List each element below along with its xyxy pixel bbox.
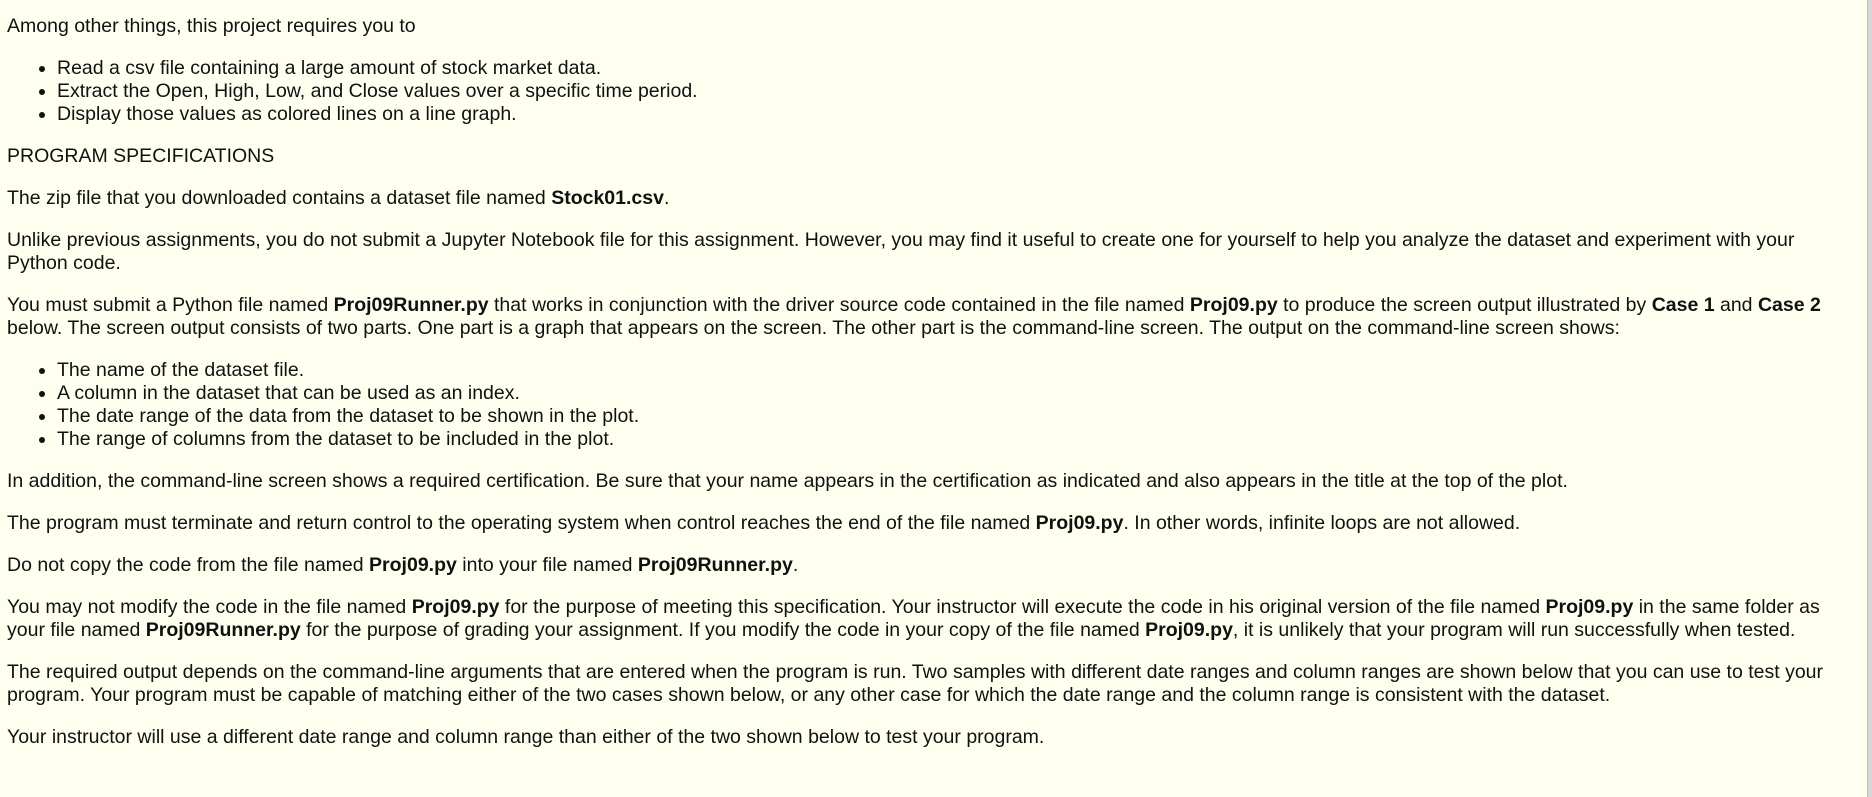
- zip-paragraph: [7, 187, 1857, 210]
- text: and: [1714, 294, 1758, 316]
- text: .: [792, 554, 799, 576]
- text: The zip file that you downloaded contains a dataset file named: [7, 187, 552, 209]
- text: into your file named: [456, 554, 638, 576]
- filename-bold: Proj09.py: [1145, 619, 1233, 641]
- filename-bold: Stock01.csv: [551, 187, 664, 209]
- terminate-paragraph: [7, 512, 1857, 535]
- certification-paragraph: In addition, the command-line screen shows a required certification. Be sure that your name appears in the certification as indicated and also appears in the title at the top of the plot.: [7, 470, 1568, 492]
- text: that works in conjunction with the driver source code contained in the file named: [488, 294, 1190, 316]
- text: for the purpose of meeting this specification. Your instructor will execute the code in his original version of the file named: [499, 596, 1546, 618]
- submit-paragraph: [7, 294, 1857, 340]
- list-item: • A column in the dataset that can be used as an index.: [57, 382, 1857, 405]
- text: Do not copy the code from the file named: [7, 554, 370, 576]
- filename-bold: Proj09.py: [411, 596, 500, 618]
- text: to produce the screen output illustrated by: [1277, 294, 1652, 316]
- text: for the purpose of grading your assignment. If you modify the code in your copy of the file named: [300, 619, 1146, 641]
- required-output-paragraph: The required output depends on the command-line arguments that are entered when the program is run. Two samples with different date ranges and column ranges are shown below that you can use to test your program. Your program must be capable of matching either of the two cases shown below, or any other case for which the date range and the column range is consistent with the dataset.: [7, 661, 1824, 706]
- filename-bold: Proj09.py: [1035, 512, 1124, 534]
- filename-bold: Proj09.py: [369, 554, 457, 576]
- text: . In other words, infinite loops are not allowed.: [1123, 512, 1521, 534]
- instructor-paragraph: Your instructor will use a different date range and column range than either of the two shown below to test your program.: [7, 726, 1045, 748]
- list-item: • Extract the Open, High, Low, and Close values over a specific time period.: [57, 80, 1857, 103]
- intro-paragraph: Among other things, this project requires you to: [7, 15, 416, 37]
- list-item: • The name of the dataset file.: [57, 359, 1857, 382]
- text: The program must terminate and return control to the operating system when control reaches the end of the file named: [7, 512, 1036, 534]
- vertical-scrollbar[interactable]: [1867, 0, 1872, 797]
- text: .: [663, 187, 670, 209]
- copy-paragraph: [7, 554, 1857, 577]
- text: You must submit a Python file named: [7, 294, 334, 316]
- unlike-paragraph: Unlike previous assignments, you do not submit a Jupyter Notebook file for this assignment. However, you may find it useful to create one for yourself to help you analyze the dataset and experiment with your Python code.: [7, 229, 1795, 274]
- text: You may not modify the code in the file named: [7, 596, 412, 618]
- list-item: • The date range of the data from the dataset to be shown in the plot.: [57, 405, 1857, 428]
- filename-bold: Proj09Runner.py: [333, 294, 489, 316]
- text: in the same folder as your file named: [7, 596, 1820, 641]
- text: , it is unlikely that your program will run successfully when tested.: [1232, 619, 1796, 641]
- filename-bold: Proj09.py: [1189, 294, 1278, 316]
- list-item: • Read a csv file containing a large amount of stock market data.: [57, 57, 1857, 80]
- list-item: • The range of columns from the dataset to be included in the plot.: [57, 428, 1857, 451]
- output-shows-list: [7, 359, 1857, 451]
- filename-bold: Proj09.py: [1545, 596, 1634, 618]
- document-content: [7, 15, 1857, 768]
- modify-paragraph: [7, 596, 1857, 642]
- filename-bold: Proj09Runner.py: [637, 554, 793, 576]
- case-bold: Case 1: [1651, 294, 1715, 316]
- requirements-list: [7, 57, 1857, 126]
- list-item: • Display those values as colored lines on a line graph.: [57, 103, 1857, 126]
- section-heading: PROGRAM SPECIFICATIONS: [7, 145, 275, 167]
- text: below. The screen output consists of two parts. One part is a graph that appears on the screen. The other part is the command-line screen. The output on the command-line screen shows:: [7, 317, 1620, 339]
- case-bold: Case 2: [1757, 294, 1821, 316]
- filename-bold: Proj09Runner.py: [145, 619, 301, 641]
